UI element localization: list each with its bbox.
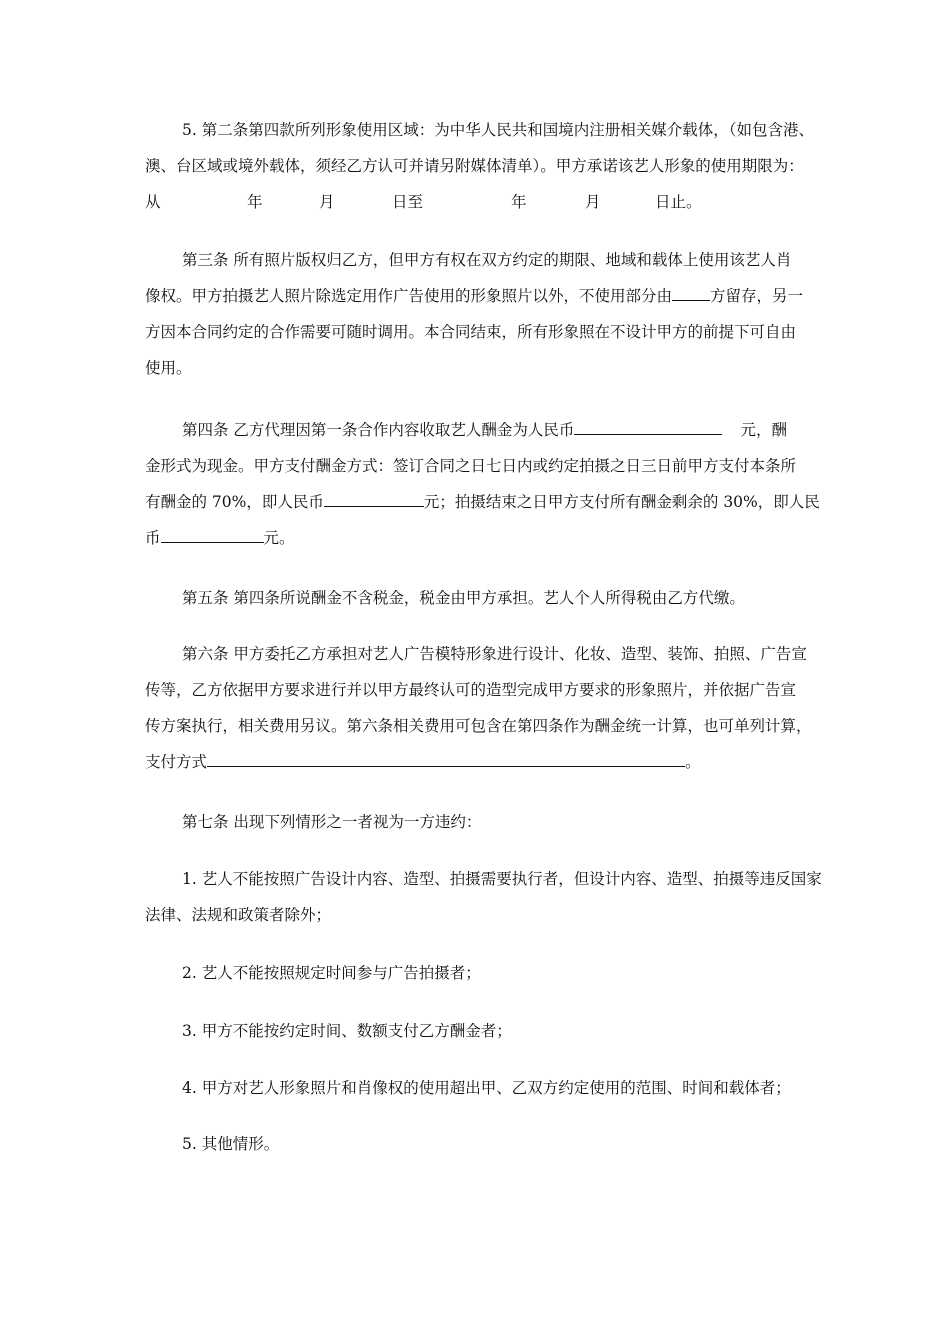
date-month-1-label: 月	[319, 193, 335, 211]
article-5	[145, 580, 810, 616]
article-4-line-1-text-b: 元，酬	[740, 421, 787, 439]
clause-5-line-2: 澳、台区域或境外载体，须经乙方认可并请另附媒体清单）。甲方承诺该艺人形象的使用期限为：	[145, 157, 804, 175]
usage-period-date-row	[145, 184, 810, 220]
date-day-to-label: 日至	[392, 193, 424, 211]
article-4-line-4-text-a: 币	[145, 529, 161, 547]
clause-5-usage-region	[145, 112, 814, 220]
article-7-intro-line: 第七条 出现下列情形之一者视为一方违约：	[182, 813, 482, 831]
article-6-line-1: 第六条 甲方委托乙方承担对艺人广告模特形象进行设计、化妆、造型、装饰、拍照、广告宣	[182, 645, 807, 663]
first-payment-amount-blank	[324, 491, 424, 507]
article-6-line-4-text-b: 。	[685, 753, 701, 771]
article-5-line-1: 第五条 第四条所说酬金不含税金，税金由甲方承担。艺人个人所得税由乙方代缴。	[182, 589, 745, 607]
article-4-line-1-text-a: 第四条 乙方代理因第一条合作内容收取艺人酬金为人民币	[182, 421, 575, 439]
article-6-line-4-text-a: 支付方式	[145, 753, 208, 771]
date-year-1-label: 年	[247, 193, 263, 211]
breach-item-2	[145, 955, 810, 991]
breach-item-1	[145, 861, 822, 933]
article-4-line-2: 金形式为现金。甲方支付酬金方式：签订合同之日七日内或约定拍摄之日三日前甲方支付本条所	[145, 457, 797, 475]
article-6-line-3: 传方案执行，相关费用另议。第六条相关费用可包含在第四条作为酬金统一计算，也可单列计算，	[145, 717, 812, 735]
breach-item-1-line-1: 1. 艺人不能按照广告设计内容、造型、拍摄需要执行者，但设计内容、造型、拍摄等违反国家	[182, 870, 822, 888]
date-day-end-label: 日止。	[655, 193, 702, 211]
breach-item-3-line: 3. 甲方不能按约定时间、数额支付乙方酬金者；	[182, 1022, 512, 1040]
article-4-line-4-text-b: 元。	[263, 529, 295, 547]
total-fee-amount-blank	[574, 419, 722, 435]
article-3-line-3: 方因本合同约定的合作需要可随时调用。本合同结束，所有形象照在不设计甲方的前提下可自由	[145, 323, 797, 341]
photo-custody-party-blank	[672, 285, 710, 301]
article-4-line-1	[145, 412, 810, 448]
article-3-line-2-text-a: 像权。甲方拍摄艺人照片除选定用作广告使用的形象照片以外，不使用部分由	[145, 287, 673, 305]
article-4-line-3	[145, 484, 820, 520]
article-6-line-2: 传等，乙方依据甲方要求进行并以甲方最终认可的造型完成甲方要求的形象照片，并依据广告宣	[145, 681, 797, 699]
remaining-payment-amount-blank	[161, 527, 264, 543]
breach-item-4	[145, 1070, 810, 1106]
article-6	[145, 636, 810, 780]
article-4	[145, 412, 820, 556]
breach-item-5-line: 5. 其他情形。	[182, 1135, 280, 1153]
article-6-line-4	[145, 744, 810, 780]
article-4-line-3-text-a: 有酬金的 70%，即人民币	[145, 493, 324, 511]
date-year-2-label: 年	[511, 193, 527, 211]
article-3-line-2-text-b: 方留存，另一	[710, 287, 804, 305]
article-4-line-3-text-b: 元；拍摄结束之日甲方支付所有酬金剩余的 30%，即人民	[423, 493, 820, 511]
article-3-line-1: 第三条 所有照片版权归乙方，但甲方有权在双方约定的期限、地域和载体上使用该艺人肖	[182, 251, 792, 269]
article-3	[145, 242, 810, 386]
article-4-line-4	[145, 520, 810, 556]
clause-5-line-1: 5. 第二条第四款所列形象使用区域：为中华人民共和国境内注册相关媒介载体，（如包含港、	[182, 121, 814, 139]
article-3-line-4: 使用。	[145, 359, 192, 377]
date-month-2-label: 月	[585, 193, 601, 211]
breach-item-5	[145, 1126, 810, 1162]
breach-item-4-line: 4. 甲方对艺人形象照片和肖像权的使用超出甲、乙双方约定使用的范围、时间和载体者；	[182, 1079, 791, 1097]
date-from-label: 从	[145, 193, 161, 211]
breach-item-1-line-2: 法律、法规和政策者除外；	[145, 906, 332, 924]
article-7-intro	[145, 804, 810, 840]
breach-item-3	[145, 1013, 810, 1049]
breach-item-2-line: 2. 艺人不能按照规定时间参与广告拍摄者；	[182, 964, 481, 982]
payment-method-blank	[207, 751, 685, 767]
article-3-line-2	[145, 278, 810, 314]
